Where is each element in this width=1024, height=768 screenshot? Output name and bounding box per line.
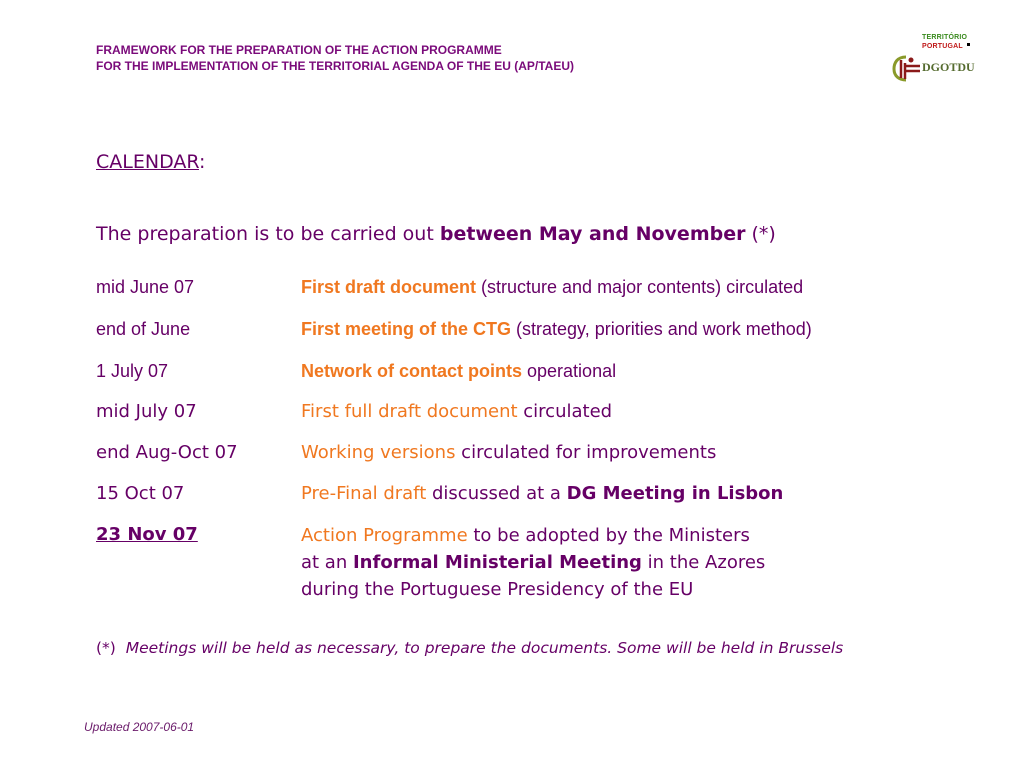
updated-date: Updated 2007-06-01 [84, 720, 195, 734]
intro-sentence [96, 223, 776, 245]
schedule-date: mid June 07 [96, 277, 195, 297]
schedule-date: 1 July 07 [96, 361, 169, 381]
schedule-line-3: during the Portuguese Presidency of the EU [301, 579, 694, 600]
schedule-description [301, 483, 783, 504]
schedule-description [301, 401, 612, 422]
schedule-highlight: First meeting of the CTG [301, 319, 512, 339]
schedule-highlight: Network of contact points [301, 361, 523, 381]
schedule-rest: operational [522, 361, 617, 381]
schedule-description [301, 319, 812, 340]
schedule-description [301, 361, 616, 382]
calendar-title [96, 151, 205, 173]
schedule-rest: (structure and major contents) circulated [476, 277, 804, 297]
footnote-marker: (*) [96, 639, 116, 657]
schedule-date: 15 Oct 07 [96, 483, 185, 504]
header-line-1: FRAMEWORK FOR THE PREPARATION OF THE ACTION PROGRAMME [96, 43, 502, 57]
schedule-highlight: First full draft document [301, 401, 518, 422]
schedule-rest: discussed at a [426, 483, 567, 504]
intro-pre: The preparation is to be carried out [96, 223, 440, 245]
schedule-date: end Aug-Oct 07 [96, 442, 238, 463]
schedule-date: end of June [96, 319, 191, 339]
header-line-2: FOR THE IMPLEMENTATION OF THE TERRITORIAL AGENDA OF THE EU (AP/TAEU) [96, 59, 574, 73]
schedule-rest: circulated for improvements [455, 442, 717, 463]
schedule-bold: DG Meeting in Lisbon [566, 483, 784, 504]
logo-dot [967, 43, 970, 46]
intro-post: (*) [745, 223, 776, 245]
schedule-line2-post: in the Azores [641, 552, 766, 573]
calendar-title-text: CALENDAR [96, 151, 199, 173]
schedule-description [301, 442, 716, 463]
schedule-line-1 [301, 522, 765, 549]
territorio-portugal-logo [890, 34, 990, 88]
footnote [96, 639, 843, 657]
logo-text-portugal: PORTUGAL [922, 43, 963, 50]
schedule-rest: circulated [517, 401, 613, 422]
schedule-date: mid July 07 [96, 401, 197, 422]
schedule-description [301, 522, 765, 603]
logo-text-dgotdu: DGOTDU [922, 60, 975, 74]
schedule-highlight: Action Programme [301, 525, 468, 546]
schedule-description [301, 277, 803, 298]
schedule-rest: (strategy, priorities and work method) [511, 319, 812, 339]
intro-bold: between May and November [439, 223, 746, 245]
schedule-highlight: Pre-Final draft [301, 483, 427, 504]
dgotdu-emblem-icon [892, 54, 922, 82]
footnote-text: Meetings will be held as necessary, to prepare the documents. Some will be held in Brussels [125, 639, 844, 657]
slide-header [96, 42, 574, 74]
schedule-highlight: First draft document [301, 277, 477, 297]
schedule-rest: to be adopted by the Ministers [467, 525, 750, 546]
schedule-date: 23 Nov 07 [96, 524, 198, 545]
schedule-highlight: Working versions [301, 442, 456, 463]
calendar-title-colon: : [198, 151, 206, 173]
schedule-line2-bold: Informal Ministerial Meeting [352, 552, 642, 573]
schedule-line-2 [301, 549, 765, 576]
logo-text-territorio: TERRITÓRIO [922, 34, 968, 41]
schedule-line2-pre: at an [301, 552, 353, 573]
